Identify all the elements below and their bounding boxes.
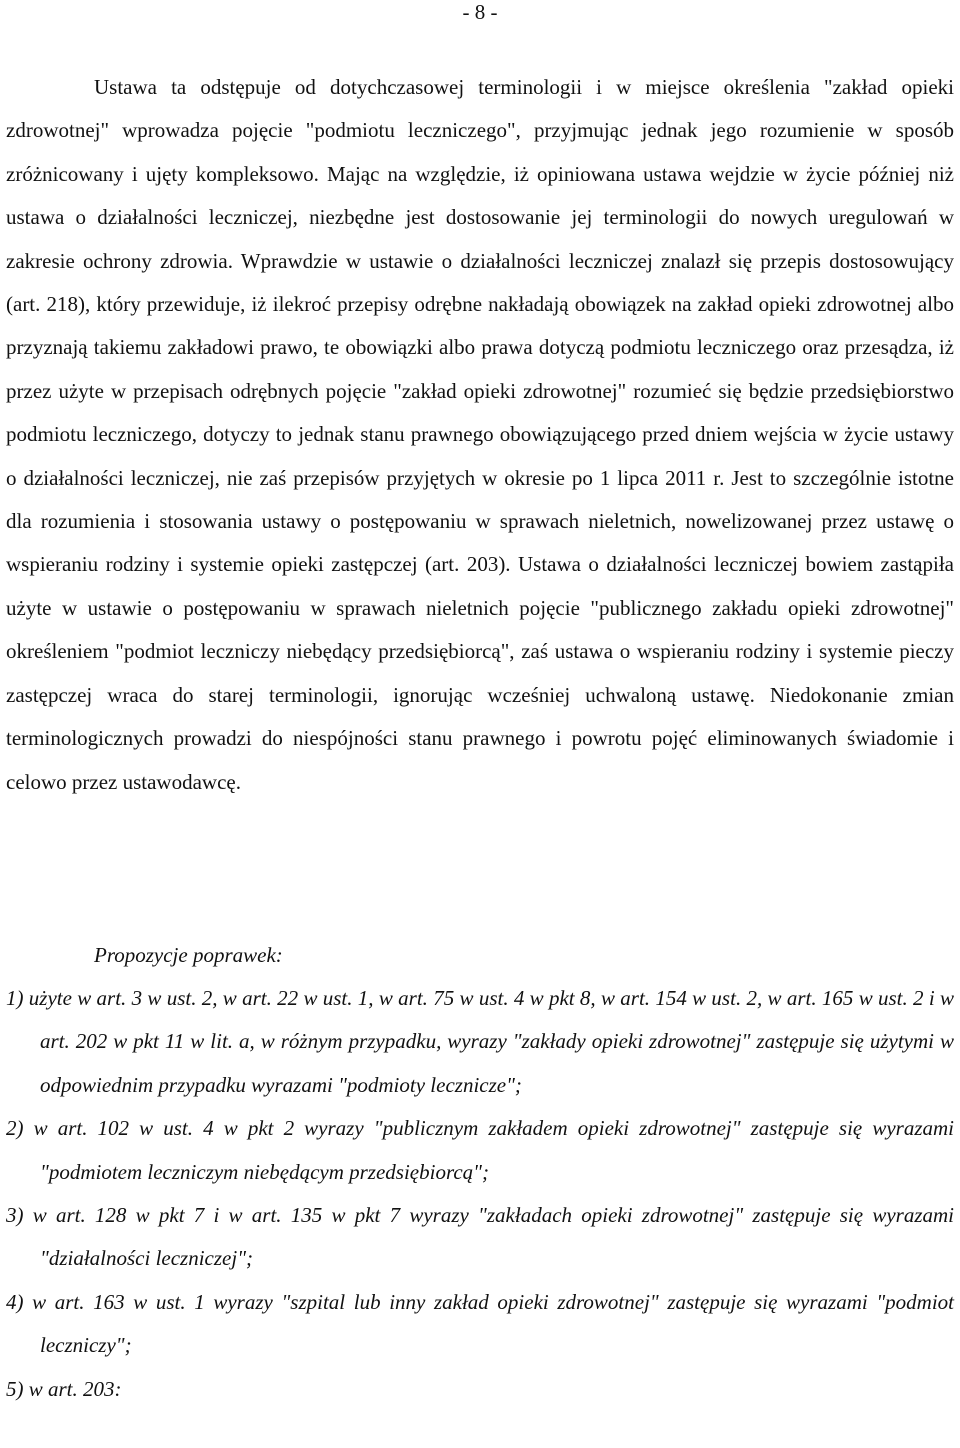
- body-paragraph: [6, 66, 954, 804]
- amendments-list: [6, 977, 954, 1411]
- amendments-heading: Propozycje poprawek:: [94, 943, 283, 967]
- amendment-item: 3) w art. 128 w pkt 7 i w art. 135 w pkt 7 wyrazy "zakładach opieki zdrowotnej" zastępuje się wyrazami "działalności leczniczej";: [6, 1203, 954, 1271]
- body-paragraph-text: Ustawa ta odstępuje od dotychczasowej terminologii i w miejsce określenia "zakład opieki zdrowotnej" wprowadza pojęcie "podmiotu leczniczego", przyjmując jednak jego rozumienie w sposób zróżnicowany i ujęty kompleksowo. Mając na względzie, iż opiniowana ustawa wejdzie w życie później niż ustawa o działalności leczniczej, niezbędne jest dostosowanie jej terminologii do nowych uregulowań w zakresie ochrony zdrowia. Wprawdzie w ustawie o działalności leczniczej znalazł się przepis dostosowujący (art. 218), który przewiduje, iż ilekroć przepisy odrębne nakładają obowiązek na zakład opieki zdrowotnej albo przyznają takiemu zakładowi prawo, te obowiązki albo prawa dotyczą podmiotu leczniczego oraz przesądza, iż przez użyte w przepisach odrębnych pojęcie "zakład opieki zdrowotnej" rozumieć się będzie przedsiębiorstwo podmiotu leczniczego, dotyczy to jednak stanu prawnego obowiązującego przed dniem wejścia w życie ustawy o działalności leczniczej, nie zaś przepisów przyjętych w okresie po 1 lipca 2011 r. Jest to szczególnie istotne dla rozumienia i stosowania ustawy o postępowaniu w sprawach nieletnich, nowelizowanej przez ustawę o wspieraniu rodziny i systemie opieki zastępczej (art. 203). Ustawa o działalności leczniczej bowiem zastąpiła użyte w ustawie o postępowaniu w sprawach nieletnich pojęcie "publicznego zakładu opieki zdrowotnej" określeniem "podmiot leczniczy niebędący przedsiębiorcą", zaś ustawa o wspieraniu rodziny i systemie pieczy zastępczej wraca do starej terminologii, ignorując wcześniej uchwaloną ustawę. Niedokonanie zmian terminologicznych prowadzi do niespójności stanu prawnego i powrotu pojęć eliminowanych świadomie i celowo przez ustawodawcę.: [6, 75, 954, 794]
- amendment-item: 2) w art. 102 w ust. 4 w pkt 2 wyrazy "publicznym zakładem opieki zdrowotnej" zastępuje się wyrazami "podmiotem leczniczym niebędącym przedsiębiorcą";: [6, 1116, 954, 1184]
- page-number: - 8 -: [462, 0, 498, 24]
- amendment-item: 4) w art. 163 w ust. 1 wyrazy "szpital lub inny zakład opieki zdrowotnej" zastępuje się wyrazami "podmiot leczniczy";: [6, 1289, 954, 1358]
- amendment-item: 5) w art. 203:: [6, 1376, 122, 1401]
- amendment-item: 1) użyte w art. 3 w ust. 2, w art. 22 w ust. 1, w art. 75 w ust. 4 w pkt 8, w art. 154 w ust. 2, w art. 165 w ust. 2 i w art. 202 w pkt 11 w lit. a, w różnym przypadku, wyrazy "zakłady opieki zdrowotnej" zastępuje się użytymi w odpowiednim przypadku wyrazami "podmioty lecznicze";: [6, 986, 954, 1097]
